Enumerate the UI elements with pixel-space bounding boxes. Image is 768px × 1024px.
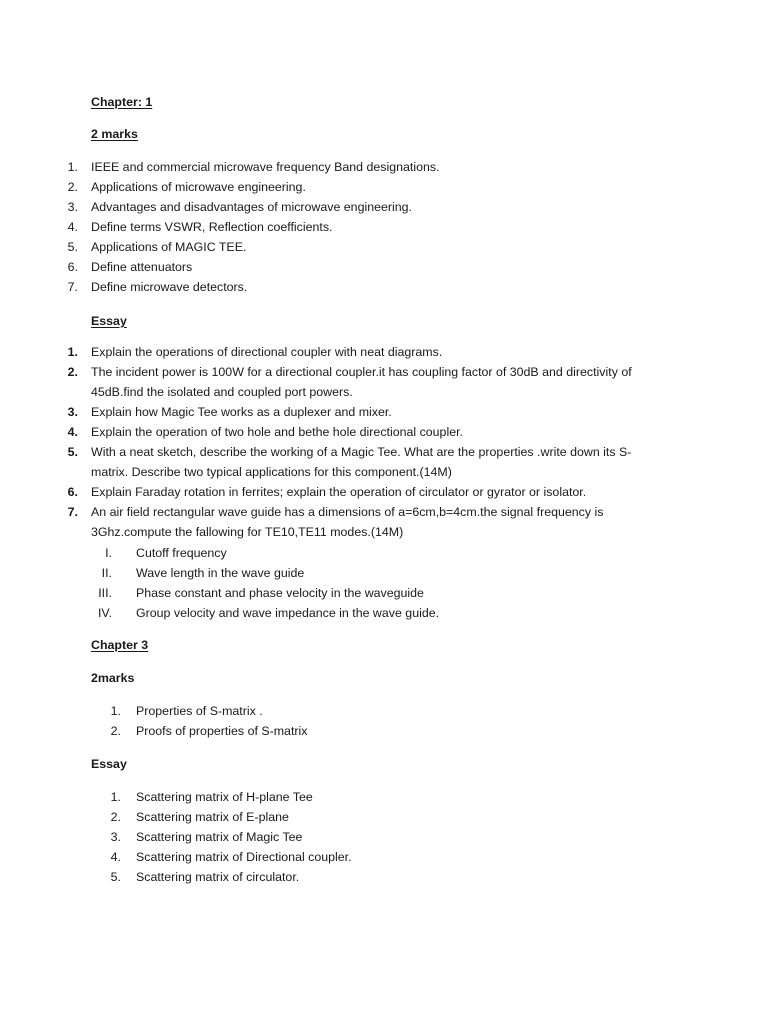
essay-question	[67, 502, 691, 542]
chapter1-essay7-sublist	[97, 543, 636, 623]
list-item	[110, 787, 636, 807]
list-item-text: Scattering matrix of Directional coupler.	[136, 850, 352, 864]
list-item-text: Scattering matrix of Magic Tee	[136, 830, 303, 844]
essay-question	[67, 422, 691, 442]
list-item-number: 2.	[67, 365, 78, 379]
list-item-number: 3.	[67, 405, 78, 419]
list-item-text: Applications of microwave engineering.	[91, 180, 306, 194]
chapter1-two-marks-heading: 2 marks	[91, 127, 138, 141]
list-item-number: 5.	[67, 240, 78, 254]
essay-question	[67, 342, 691, 362]
list-item-number: 5.	[67, 445, 78, 459]
list-item-text: Cutoff frequency	[136, 546, 227, 560]
list-item-number: 1.	[67, 160, 78, 174]
list-item-text: Applications of MAGIC TEE.	[91, 240, 247, 254]
list-item-text: With a neat sketch, describe the working of a Magic Tee. What are the properties .write down its S-matrix. Describe two typical applications for this component.(14M)	[91, 445, 632, 479]
list-item-number: 1.	[110, 704, 121, 718]
list-item-number: 2.	[67, 180, 78, 194]
essay-question	[67, 362, 691, 402]
list-item-text: Properties of S-matrix .	[136, 704, 263, 718]
list-item	[67, 257, 691, 277]
sub-question	[98, 583, 636, 603]
list-item-number: 4.	[67, 425, 78, 439]
list-item-number: I.	[105, 546, 112, 560]
list-item	[110, 721, 636, 741]
sub-question	[101, 563, 636, 583]
list-item-text: Advantages and disadvantages of microwave engineering.	[91, 200, 412, 214]
list-item-text: Group velocity and wave impedance in the wave guide.	[136, 606, 440, 620]
list-item-text: Scattering matrix of circulator.	[136, 870, 300, 884]
list-item-text: Phase constant and phase velocity in the waveguide	[136, 586, 424, 600]
list-item-text: An air field rectangular wave guide has a dimensions of a=6cm,b=4cm.the signal frequency is 3Ghz.compute the fallowing for TE10,TE11 modes.(14M)	[91, 505, 604, 539]
list-item	[110, 867, 636, 887]
list-item	[67, 217, 691, 237]
chapter1-essay-list	[67, 342, 691, 542]
list-item	[110, 847, 636, 867]
list-item	[110, 701, 636, 721]
chapter1-two-marks-list	[67, 157, 691, 297]
sub-question	[105, 543, 636, 563]
list-item-text: Explain Faraday rotation in ferrites; explain the operation of circulator or gyrator or isolator.	[91, 485, 587, 499]
essay-question	[67, 482, 691, 502]
list-item	[110, 827, 636, 847]
list-item-number: 3.	[110, 830, 121, 844]
list-item-number: 1.	[67, 345, 78, 359]
list-item-number: 2.	[110, 810, 121, 824]
list-item-text: The incident power is 100W for a directional coupler.it has coupling factor of 30dB and directivity of 45dB.find the isolated and coupled port powers.	[91, 365, 632, 399]
list-item-text: Define attenuators	[91, 260, 193, 274]
chapter3-two-marks-list	[110, 701, 636, 741]
list-item-number: 7.	[67, 505, 78, 519]
chapter1-title: Chapter: 1	[91, 95, 153, 109]
list-item	[67, 157, 691, 177]
list-item-text: Explain the operations of directional coupler with neat diagrams.	[91, 345, 443, 359]
list-item	[67, 197, 691, 217]
chapter3-two-marks-heading: 2marks	[91, 671, 135, 685]
list-item-number: 2.	[110, 724, 121, 738]
list-item-number: 6.	[67, 260, 78, 274]
list-item-text: Proofs of properties of S-matrix	[136, 724, 308, 738]
list-item	[110, 807, 636, 827]
essay-question	[67, 442, 691, 482]
sub-question	[97, 603, 636, 623]
list-item	[67, 237, 691, 257]
essay-question	[67, 402, 691, 422]
list-item-number: III.	[98, 586, 112, 600]
chapter3-title: Chapter 3	[91, 638, 149, 652]
list-item-number: 4.	[110, 850, 121, 864]
list-item-number: 7.	[67, 280, 78, 294]
list-item-number: 1.	[110, 790, 121, 804]
list-item-text: Explain the operation of two hole and bethe hole directional coupler.	[91, 425, 463, 439]
list-item-number: 5.	[110, 870, 121, 884]
list-item	[67, 277, 691, 297]
chapter3-essay-list	[110, 787, 636, 887]
list-item-number: 3.	[67, 200, 78, 214]
list-item-text: Define microwave detectors.	[91, 280, 248, 294]
list-item	[67, 177, 691, 197]
list-item-text: Scattering matrix of H-plane Tee	[136, 790, 313, 804]
list-item-text: IEEE and commercial microwave frequency Band designations.	[91, 160, 440, 174]
list-item-text: Explain how Magic Tee works as a duplexer and mixer.	[91, 405, 392, 419]
list-item-text: Define terms VSWR, Reflection coefficients.	[91, 220, 333, 234]
list-item-number: 6.	[67, 485, 78, 499]
chapter3-essay-heading: Essay	[91, 757, 127, 771]
list-item-number: II.	[101, 566, 112, 580]
list-item-number: IV.	[97, 606, 112, 620]
list-item-number: 4.	[67, 220, 78, 234]
chapter1-essay-heading: Essay	[91, 314, 127, 328]
list-item-text: Scattering matrix of E-plane	[136, 810, 289, 824]
list-item-text: Wave length in the wave guide	[136, 566, 305, 580]
